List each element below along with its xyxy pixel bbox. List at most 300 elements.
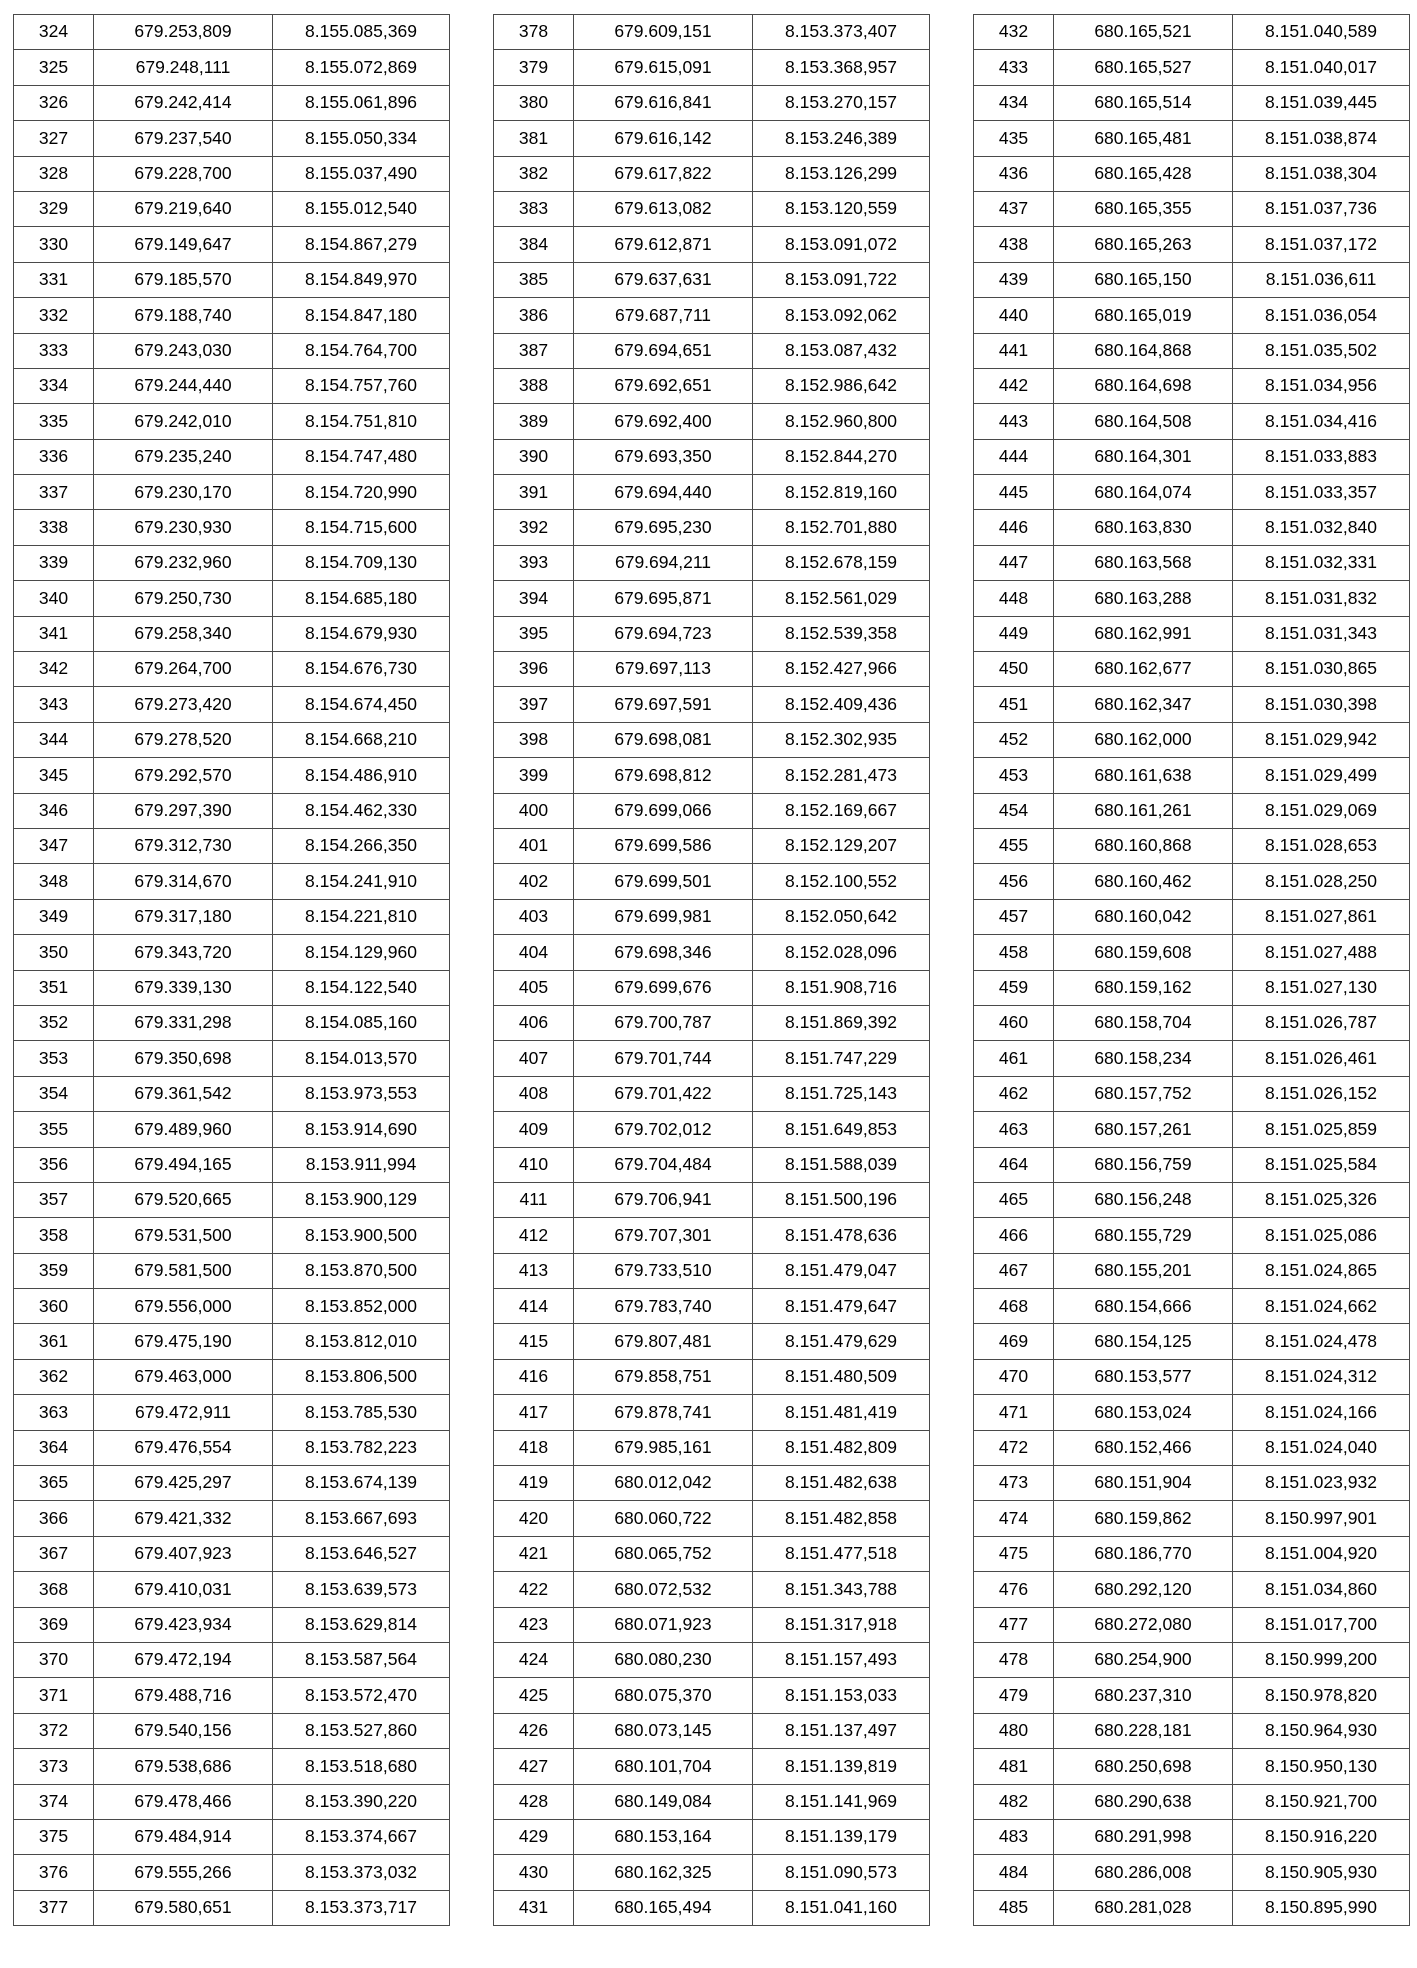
point-id-cell: 415 xyxy=(494,1324,574,1359)
table-row xyxy=(494,652,930,687)
northing-cell: 8.151.157,493 xyxy=(753,1642,930,1677)
table-row xyxy=(494,368,930,403)
point-id-cell: 375 xyxy=(14,1819,94,1854)
easting-cell: 680.157,752 xyxy=(1054,1076,1233,1111)
northing-cell: 8.154.013,570 xyxy=(273,1041,450,1076)
easting-cell: 679.783,740 xyxy=(574,1289,753,1324)
point-id-cell: 469 xyxy=(974,1324,1054,1359)
northing-cell: 8.154.747,480 xyxy=(273,439,450,474)
point-id-cell: 426 xyxy=(494,1713,574,1748)
point-id-cell: 431 xyxy=(494,1890,574,1925)
point-id-cell: 355 xyxy=(14,1112,94,1147)
northing-cell: 8.153.091,722 xyxy=(753,262,930,297)
northing-cell: 8.154.715,600 xyxy=(273,510,450,545)
easting-cell: 679.694,211 xyxy=(574,545,753,580)
point-id-cell: 348 xyxy=(14,864,94,899)
northing-cell: 8.151.023,932 xyxy=(1233,1466,1410,1501)
easting-cell: 680.290,638 xyxy=(1054,1784,1233,1819)
table-row xyxy=(14,333,450,368)
northing-cell: 8.151.037,736 xyxy=(1233,191,1410,226)
table-row xyxy=(494,793,930,828)
northing-cell: 8.155.012,540 xyxy=(273,191,450,226)
easting-cell: 680.158,234 xyxy=(1054,1041,1233,1076)
northing-cell: 8.152.281,473 xyxy=(753,758,930,793)
table-row xyxy=(974,15,1410,50)
point-id-cell: 373 xyxy=(14,1749,94,1784)
northing-cell: 8.151.869,392 xyxy=(753,1005,930,1040)
point-id-cell: 357 xyxy=(14,1182,94,1217)
table-row xyxy=(494,15,930,50)
table-row xyxy=(14,191,450,226)
easting-cell: 679.463,000 xyxy=(94,1359,273,1394)
table-row xyxy=(494,1005,930,1040)
point-id-cell: 403 xyxy=(494,899,574,934)
northing-cell: 8.151.024,312 xyxy=(1233,1359,1410,1394)
point-id-cell: 449 xyxy=(974,616,1054,651)
northing-cell: 8.151.482,858 xyxy=(753,1501,930,1536)
easting-cell: 679.244,440 xyxy=(94,368,273,403)
point-id-cell: 387 xyxy=(494,333,574,368)
point-id-cell: 333 xyxy=(14,333,94,368)
northing-cell: 8.153.373,032 xyxy=(273,1855,450,1890)
easting-cell: 679.407,923 xyxy=(94,1536,273,1571)
table-row xyxy=(974,1289,1410,1324)
table-row xyxy=(494,1041,930,1076)
table-row xyxy=(494,1607,930,1642)
northing-cell: 8.154.085,160 xyxy=(273,1005,450,1040)
easting-cell: 679.707,301 xyxy=(574,1218,753,1253)
table-row xyxy=(974,475,1410,510)
easting-cell: 680.237,310 xyxy=(1054,1678,1233,1713)
table-row xyxy=(14,1572,450,1607)
northing-cell: 8.154.867,279 xyxy=(273,227,450,262)
table-row xyxy=(14,510,450,545)
table-row xyxy=(14,652,450,687)
easting-cell: 679.695,230 xyxy=(574,510,753,545)
northing-cell: 8.154.676,730 xyxy=(273,652,450,687)
easting-cell: 679.540,156 xyxy=(94,1713,273,1748)
easting-cell: 680.012,042 xyxy=(574,1466,753,1501)
point-id-cell: 451 xyxy=(974,687,1054,722)
northing-cell: 8.151.024,040 xyxy=(1233,1430,1410,1465)
easting-cell: 680.155,729 xyxy=(1054,1218,1233,1253)
point-id-cell: 344 xyxy=(14,722,94,757)
easting-cell: 679.699,981 xyxy=(574,899,753,934)
northing-cell: 8.151.482,809 xyxy=(753,1430,930,1465)
point-id-cell: 476 xyxy=(974,1572,1054,1607)
table-row xyxy=(974,368,1410,403)
easting-cell: 680.157,261 xyxy=(1054,1112,1233,1147)
easting-cell: 679.149,647 xyxy=(94,227,273,262)
northing-cell: 8.151.024,478 xyxy=(1233,1324,1410,1359)
point-id-cell: 462 xyxy=(974,1076,1054,1111)
point-id-cell: 372 xyxy=(14,1713,94,1748)
easting-cell: 680.164,074 xyxy=(1054,475,1233,510)
point-id-cell: 326 xyxy=(14,85,94,120)
northing-cell: 8.151.139,819 xyxy=(753,1749,930,1784)
point-id-cell: 443 xyxy=(974,404,1054,439)
northing-cell: 8.151.649,853 xyxy=(753,1112,930,1147)
point-id-cell: 358 xyxy=(14,1218,94,1253)
northing-cell: 8.154.221,810 xyxy=(273,899,450,934)
point-id-cell: 455 xyxy=(974,828,1054,863)
easting-cell: 680.080,230 xyxy=(574,1642,753,1677)
table-row xyxy=(494,828,930,863)
table-row xyxy=(494,1359,930,1394)
point-id-cell: 460 xyxy=(974,1005,1054,1040)
table-row xyxy=(14,828,450,863)
point-id-cell: 365 xyxy=(14,1466,94,1501)
table-row xyxy=(494,1218,930,1253)
point-id-cell: 470 xyxy=(974,1359,1054,1394)
table-row xyxy=(14,15,450,50)
table-row xyxy=(974,1112,1410,1147)
northing-cell: 8.151.482,638 xyxy=(753,1466,930,1501)
point-id-cell: 329 xyxy=(14,191,94,226)
easting-cell: 679.700,787 xyxy=(574,1005,753,1040)
table-row xyxy=(974,298,1410,333)
easting-cell: 679.520,665 xyxy=(94,1182,273,1217)
table-row xyxy=(974,1253,1410,1288)
point-id-cell: 368 xyxy=(14,1572,94,1607)
easting-cell: 680.164,301 xyxy=(1054,439,1233,474)
easting-cell: 680.163,288 xyxy=(1054,581,1233,616)
point-id-cell: 378 xyxy=(494,15,574,50)
easting-cell: 680.165,019 xyxy=(1054,298,1233,333)
easting-cell: 680.160,462 xyxy=(1054,864,1233,899)
coordinates-table-3 xyxy=(973,14,1410,1926)
table-row xyxy=(494,935,930,970)
northing-cell: 8.151.028,653 xyxy=(1233,828,1410,863)
northing-cell: 8.153.527,860 xyxy=(273,1713,450,1748)
table-row xyxy=(974,156,1410,191)
easting-cell: 680.159,862 xyxy=(1054,1501,1233,1536)
table-row xyxy=(974,121,1410,156)
table-row xyxy=(974,1890,1410,1925)
easting-cell: 679.580,651 xyxy=(94,1890,273,1925)
northing-cell: 8.151.090,573 xyxy=(753,1855,930,1890)
easting-cell: 679.248,111 xyxy=(94,50,273,85)
northing-cell: 8.150.997,901 xyxy=(1233,1501,1410,1536)
table-row xyxy=(974,1855,1410,1890)
easting-cell: 680.073,145 xyxy=(574,1713,753,1748)
point-id-cell: 423 xyxy=(494,1607,574,1642)
point-id-cell: 483 xyxy=(974,1819,1054,1854)
point-id-cell: 471 xyxy=(974,1395,1054,1430)
northing-cell: 8.151.027,130 xyxy=(1233,970,1410,1005)
table-row xyxy=(974,1536,1410,1571)
point-id-cell: 340 xyxy=(14,581,94,616)
northing-cell: 8.153.782,223 xyxy=(273,1430,450,1465)
table-row xyxy=(14,899,450,934)
easting-cell: 679.695,871 xyxy=(574,581,753,616)
northing-cell: 8.153.246,389 xyxy=(753,121,930,156)
point-id-cell: 418 xyxy=(494,1430,574,1465)
northing-cell: 8.153.120,559 xyxy=(753,191,930,226)
table-row xyxy=(14,1466,450,1501)
table-row xyxy=(494,1466,930,1501)
point-id-cell: 364 xyxy=(14,1430,94,1465)
point-id-cell: 385 xyxy=(494,262,574,297)
table-row xyxy=(14,1041,450,1076)
easting-cell: 680.165,355 xyxy=(1054,191,1233,226)
point-id-cell: 466 xyxy=(974,1218,1054,1253)
northing-cell: 8.155.072,869 xyxy=(273,50,450,85)
northing-cell: 8.152.129,207 xyxy=(753,828,930,863)
easting-cell: 680.160,042 xyxy=(1054,899,1233,934)
easting-cell: 680.161,261 xyxy=(1054,793,1233,828)
table-row xyxy=(974,970,1410,1005)
northing-cell: 8.152.409,436 xyxy=(753,687,930,722)
easting-cell: 679.425,297 xyxy=(94,1466,273,1501)
easting-cell: 680.153,164 xyxy=(574,1819,753,1854)
easting-cell: 680.165,428 xyxy=(1054,156,1233,191)
northing-cell: 8.151.025,859 xyxy=(1233,1112,1410,1147)
point-id-cell: 359 xyxy=(14,1253,94,1288)
easting-cell: 679.699,066 xyxy=(574,793,753,828)
northing-cell: 8.154.685,180 xyxy=(273,581,450,616)
easting-cell: 680.291,998 xyxy=(1054,1819,1233,1854)
point-id-cell: 362 xyxy=(14,1359,94,1394)
easting-cell: 680.228,181 xyxy=(1054,1713,1233,1748)
northing-cell: 8.153.785,530 xyxy=(273,1395,450,1430)
easting-cell: 680.163,568 xyxy=(1054,545,1233,580)
point-id-cell: 464 xyxy=(974,1147,1054,1182)
point-id-cell: 474 xyxy=(974,1501,1054,1536)
northing-cell: 8.151.034,416 xyxy=(1233,404,1410,439)
easting-cell: 679.637,631 xyxy=(574,262,753,297)
northing-cell: 8.153.572,470 xyxy=(273,1678,450,1713)
coordinates-table-1 xyxy=(13,14,450,1926)
easting-cell: 680.165,521 xyxy=(1054,15,1233,50)
table-row xyxy=(974,510,1410,545)
northing-cell: 8.152.050,642 xyxy=(753,899,930,934)
easting-cell: 680.165,514 xyxy=(1054,85,1233,120)
easting-cell: 680.164,508 xyxy=(1054,404,1233,439)
point-id-cell: 421 xyxy=(494,1536,574,1571)
easting-cell: 679.258,340 xyxy=(94,616,273,651)
easting-cell: 679.250,730 xyxy=(94,581,273,616)
table-row xyxy=(14,1324,450,1359)
point-id-cell: 452 xyxy=(974,722,1054,757)
northing-cell: 8.153.900,500 xyxy=(273,1218,450,1253)
northing-cell: 8.152.028,096 xyxy=(753,935,930,970)
table-row xyxy=(494,1536,930,1571)
northing-cell: 8.151.479,629 xyxy=(753,1324,930,1359)
northing-cell: 8.151.037,172 xyxy=(1233,227,1410,262)
table-row xyxy=(974,1784,1410,1819)
point-id-cell: 458 xyxy=(974,935,1054,970)
point-id-cell: 393 xyxy=(494,545,574,580)
northing-cell: 8.151.317,918 xyxy=(753,1607,930,1642)
table-row xyxy=(494,333,930,368)
northing-cell: 8.151.030,398 xyxy=(1233,687,1410,722)
northing-cell: 8.152.844,270 xyxy=(753,439,930,474)
table-row xyxy=(494,1324,930,1359)
table-row xyxy=(14,1218,450,1253)
easting-cell: 680.161,638 xyxy=(1054,758,1233,793)
northing-cell: 8.151.036,611 xyxy=(1233,262,1410,297)
easting-cell: 679.219,640 xyxy=(94,191,273,226)
northing-cell: 8.153.870,500 xyxy=(273,1253,450,1288)
point-id-cell: 352 xyxy=(14,1005,94,1040)
point-id-cell: 367 xyxy=(14,1536,94,1571)
table-row xyxy=(494,1855,930,1890)
table-row xyxy=(494,970,930,1005)
point-id-cell: 429 xyxy=(494,1819,574,1854)
point-id-cell: 416 xyxy=(494,1359,574,1394)
point-id-cell: 336 xyxy=(14,439,94,474)
table-row xyxy=(494,899,930,934)
table-row xyxy=(974,1749,1410,1784)
table-row xyxy=(974,793,1410,828)
table-row xyxy=(974,1218,1410,1253)
easting-cell: 679.694,723 xyxy=(574,616,753,651)
point-id-cell: 341 xyxy=(14,616,94,651)
easting-cell: 679.314,670 xyxy=(94,864,273,899)
easting-cell: 680.165,527 xyxy=(1054,50,1233,85)
table-row xyxy=(494,864,930,899)
point-id-cell: 407 xyxy=(494,1041,574,1076)
easting-cell: 679.985,161 xyxy=(574,1430,753,1465)
northing-cell: 8.153.667,693 xyxy=(273,1501,450,1536)
point-id-cell: 461 xyxy=(974,1041,1054,1076)
easting-cell: 680.159,608 xyxy=(1054,935,1233,970)
point-id-cell: 457 xyxy=(974,899,1054,934)
easting-cell: 679.331,298 xyxy=(94,1005,273,1040)
point-id-cell: 374 xyxy=(14,1784,94,1819)
easting-cell: 679.858,751 xyxy=(574,1359,753,1394)
point-id-cell: 478 xyxy=(974,1642,1054,1677)
easting-cell: 679.235,240 xyxy=(94,439,273,474)
point-id-cell: 338 xyxy=(14,510,94,545)
northing-cell: 8.151.026,787 xyxy=(1233,1005,1410,1040)
point-id-cell: 356 xyxy=(14,1147,94,1182)
table-row xyxy=(14,1005,450,1040)
point-id-cell: 404 xyxy=(494,935,574,970)
table-row xyxy=(14,722,450,757)
easting-cell: 680.165,263 xyxy=(1054,227,1233,262)
table-row xyxy=(14,85,450,120)
point-id-cell: 467 xyxy=(974,1253,1054,1288)
easting-cell: 680.250,698 xyxy=(1054,1749,1233,1784)
easting-cell: 679.292,570 xyxy=(94,758,273,793)
easting-cell: 679.617,822 xyxy=(574,156,753,191)
northing-cell: 8.151.908,716 xyxy=(753,970,930,1005)
table-row xyxy=(974,899,1410,934)
point-id-cell: 450 xyxy=(974,652,1054,687)
easting-cell: 680.286,008 xyxy=(1054,1855,1233,1890)
table-row xyxy=(14,262,450,297)
northing-cell: 8.151.030,865 xyxy=(1233,652,1410,687)
point-id-cell: 434 xyxy=(974,85,1054,120)
northing-cell: 8.152.100,552 xyxy=(753,864,930,899)
table-row xyxy=(494,1112,930,1147)
table-row xyxy=(494,475,930,510)
point-id-cell: 448 xyxy=(974,581,1054,616)
easting-cell: 679.555,266 xyxy=(94,1855,273,1890)
easting-cell: 680.162,325 xyxy=(574,1855,753,1890)
point-id-cell: 465 xyxy=(974,1182,1054,1217)
northing-cell: 8.151.031,832 xyxy=(1233,581,1410,616)
point-id-cell: 402 xyxy=(494,864,574,899)
northing-cell: 8.153.373,407 xyxy=(753,15,930,50)
easting-cell: 680.101,704 xyxy=(574,1749,753,1784)
easting-cell: 680.158,704 xyxy=(1054,1005,1233,1040)
northing-cell: 8.151.033,883 xyxy=(1233,439,1410,474)
northing-cell: 8.155.050,334 xyxy=(273,121,450,156)
point-id-cell: 433 xyxy=(974,50,1054,85)
easting-cell: 679.701,744 xyxy=(574,1041,753,1076)
easting-cell: 679.494,165 xyxy=(94,1147,273,1182)
table-row xyxy=(14,156,450,191)
point-id-cell: 328 xyxy=(14,156,94,191)
northing-cell: 8.151.024,865 xyxy=(1233,1253,1410,1288)
table-row xyxy=(14,581,450,616)
point-id-cell: 412 xyxy=(494,1218,574,1253)
northing-cell: 8.151.032,331 xyxy=(1233,545,1410,580)
northing-cell: 8.151.033,357 xyxy=(1233,475,1410,510)
easting-cell: 680.071,923 xyxy=(574,1607,753,1642)
table-row xyxy=(494,1749,930,1784)
table-row xyxy=(494,121,930,156)
table-row xyxy=(14,793,450,828)
table-row xyxy=(14,227,450,262)
northing-cell: 8.154.462,330 xyxy=(273,793,450,828)
northing-cell: 8.153.639,573 xyxy=(273,1572,450,1607)
table-row xyxy=(974,722,1410,757)
northing-cell: 8.153.911,994 xyxy=(273,1147,450,1182)
easting-cell: 680.164,868 xyxy=(1054,333,1233,368)
table-row xyxy=(14,545,450,580)
northing-cell: 8.151.027,488 xyxy=(1233,935,1410,970)
point-id-cell: 428 xyxy=(494,1784,574,1819)
point-id-cell: 445 xyxy=(974,475,1054,510)
point-id-cell: 422 xyxy=(494,1572,574,1607)
northing-cell: 8.151.040,017 xyxy=(1233,50,1410,85)
northing-cell: 8.155.085,369 xyxy=(273,15,450,50)
easting-cell: 679.698,081 xyxy=(574,722,753,757)
easting-cell: 680.162,677 xyxy=(1054,652,1233,687)
table-row xyxy=(974,1678,1410,1713)
easting-cell: 679.538,686 xyxy=(94,1749,273,1784)
easting-cell: 680.072,532 xyxy=(574,1572,753,1607)
point-id-cell: 475 xyxy=(974,1536,1054,1571)
easting-cell: 679.697,591 xyxy=(574,687,753,722)
easting-cell: 680.156,759 xyxy=(1054,1147,1233,1182)
table-row xyxy=(14,1890,450,1925)
easting-cell: 679.698,346 xyxy=(574,935,753,970)
table-row xyxy=(974,1501,1410,1536)
point-id-cell: 453 xyxy=(974,758,1054,793)
table-row xyxy=(14,1749,450,1784)
point-id-cell: 350 xyxy=(14,935,94,970)
point-id-cell: 335 xyxy=(14,404,94,439)
point-id-cell: 391 xyxy=(494,475,574,510)
easting-cell: 680.152,466 xyxy=(1054,1430,1233,1465)
table-row xyxy=(974,652,1410,687)
table-row xyxy=(494,1713,930,1748)
point-id-cell: 414 xyxy=(494,1289,574,1324)
table-row xyxy=(494,1253,930,1288)
table-row xyxy=(494,298,930,333)
easting-cell: 679.613,082 xyxy=(574,191,753,226)
point-id-cell: 354 xyxy=(14,1076,94,1111)
point-id-cell: 437 xyxy=(974,191,1054,226)
table-row xyxy=(14,298,450,333)
northing-cell: 8.151.029,942 xyxy=(1233,722,1410,757)
easting-cell: 679.264,700 xyxy=(94,652,273,687)
